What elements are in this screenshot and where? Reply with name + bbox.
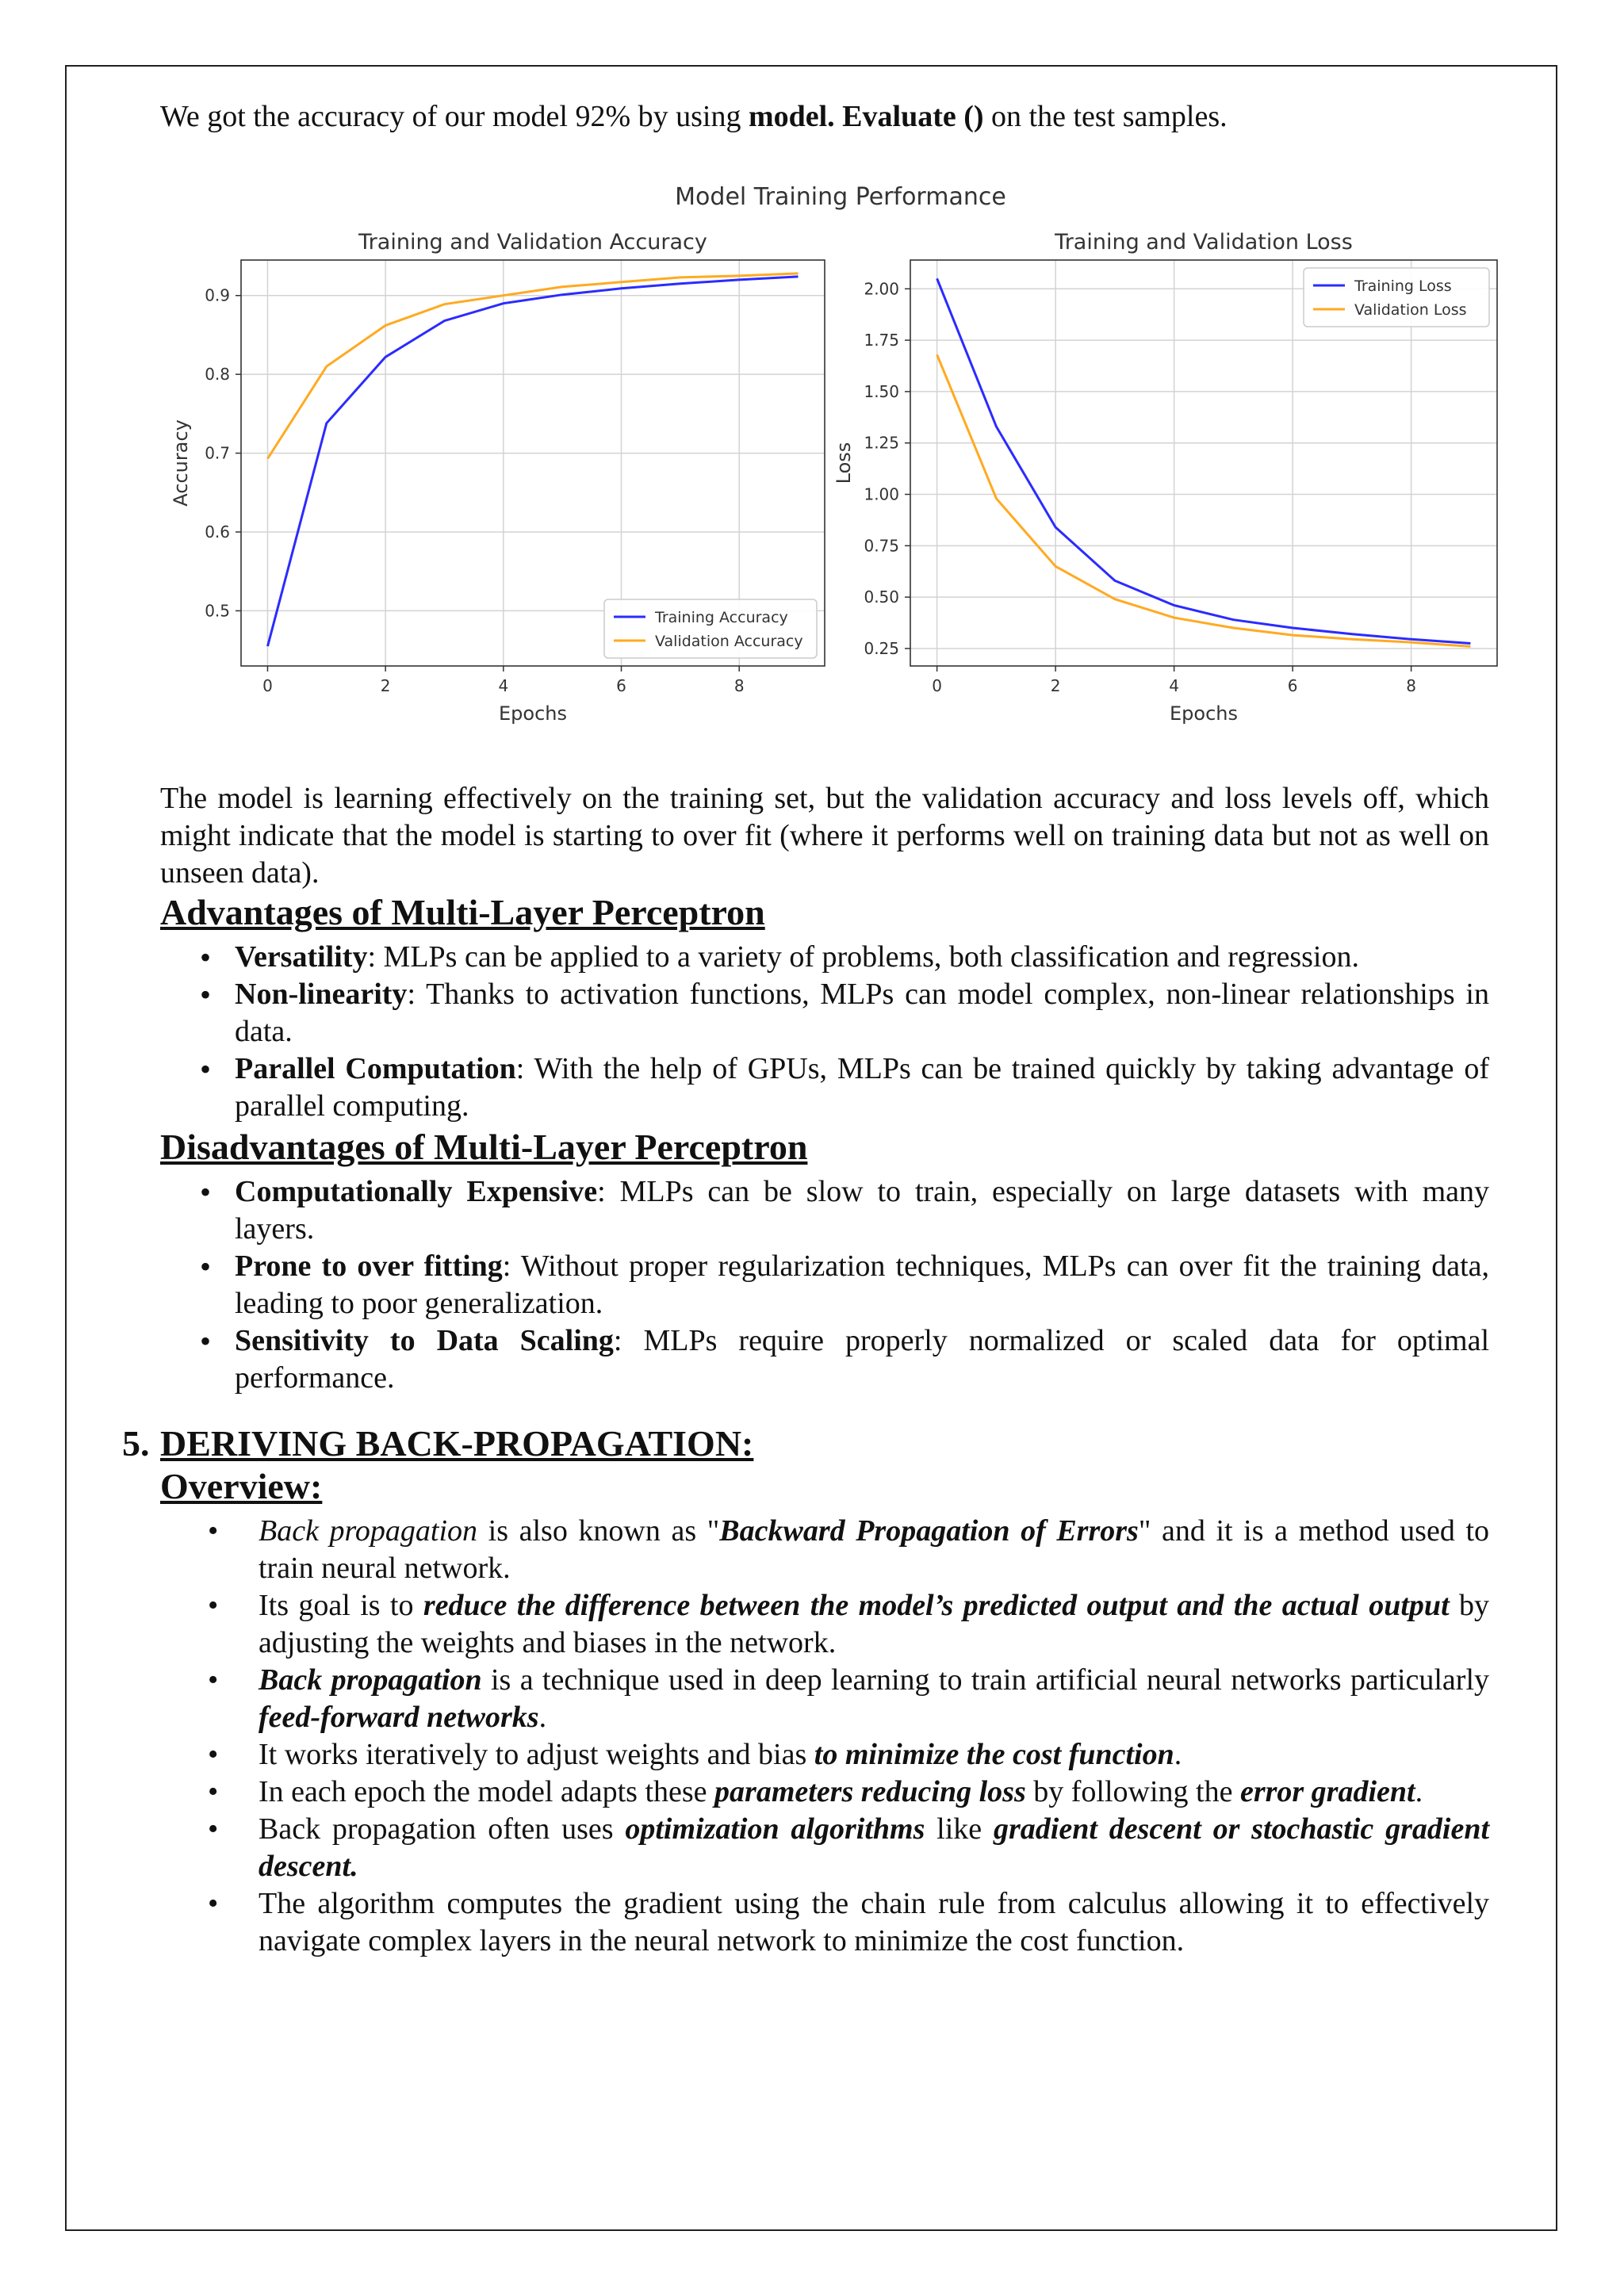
list-item: • Back propagation often uses optimization algorithms like gradient descent or stochastic gradient descent. [208, 1812, 1490, 1883]
x-tick-label: 0 [932, 676, 943, 695]
x-tick-label: 8 [1406, 676, 1416, 695]
x-tick-label: 4 [1169, 676, 1179, 695]
analysis-paragraph: The model is learning effectively on the training set, but the validation accuracy and loss levels off, which might indicate that the model is starting to over fit (where it performs well on training data but not as well on unseen data). [160, 782, 1489, 890]
y-tick-label: 0.5 [205, 601, 230, 621]
disadvantages-heading: Disadvantages of Multi-Layer Perceptron [160, 1127, 808, 1167]
x-tick-label: 6 [616, 676, 626, 695]
section-title: DERIVING BACK-PROPAGATION: [160, 1423, 754, 1464]
list-item: • Back propagation is a technique used in deep learning to train artificial neural networks particularly feed-forward networks. [208, 1663, 1490, 1734]
list-item: • Computationally Expensive: MLPs can be slow to train, especially on large datasets with many layers. [200, 1174, 1490, 1246]
list-item: • Prone to over fitting: Without proper regularization techniques, MLPs can over fit the training data, leading to poor generalization. [200, 1249, 1489, 1320]
list-item: • It works iteratively to adjust weights and bias to minimize the cost function. [208, 1738, 1182, 1771]
advantages-list [197, 939, 1489, 1125]
y-tick-label: 0.25 [864, 638, 899, 658]
section-number: 5. [122, 1423, 150, 1464]
y-tick-label: 1.00 [864, 484, 899, 504]
list-item: • The algorithm computes the gradient using the chain rule from calculus allowing it to effectively navigate complex layers in the neural network to minimize the cost function. [208, 1887, 1489, 1957]
x-tick-label: 0 [262, 676, 273, 695]
series-line-training [937, 278, 1471, 643]
list-item: • Back propagation is also known as "Backward Propagation of Errors" and it is a method used to train neural network. [208, 1514, 1490, 1585]
list-item: • Its goal is to reduce the difference between the model’s predicted output and the actual output by adjusting the weights and biases in the network. [208, 1589, 1490, 1659]
y-tick-label: 1.50 [864, 381, 899, 401]
x-tick-label: 4 [498, 676, 509, 695]
x-axis-label: Epochs [499, 702, 567, 725]
y-tick-label: 1.75 [864, 331, 899, 350]
accuracy-chart [170, 230, 825, 725]
figure-suptitle: Model Training Performance [675, 183, 1006, 211]
advantages-heading: Advantages of Multi-Layer Perceptron [160, 892, 765, 932]
overview-list [208, 1513, 1489, 1960]
chart-title: Training and Validation Loss [1055, 230, 1353, 254]
y-tick-label: 0.7 [205, 443, 230, 463]
y-tick-label: 0.9 [205, 285, 230, 305]
list-item: • Non-linearity: Thanks to activation functions, MLPs can model complex, non-linear relationships in data. [200, 977, 1489, 1048]
y-axis-label: Loss [833, 442, 855, 484]
x-tick-label: 6 [1287, 676, 1298, 695]
x-axis-label: Epochs [1170, 702, 1238, 725]
training-performance-figure [159, 171, 1522, 742]
x-tick-label: 2 [1050, 676, 1061, 695]
x-tick-label: 2 [380, 676, 391, 695]
series-line-validation [937, 354, 1471, 646]
x-tick-label: 8 [733, 676, 745, 695]
figure-svg [159, 171, 1522, 742]
list-item: • Sensitivity to Data Scaling: MLPs require properly normalized or scaled data for optimal performance. [200, 1323, 1489, 1395]
y-tick-label: 2.00 [864, 279, 899, 299]
disadvantages-list [197, 1173, 1489, 1397]
list-item: • Parallel Computation: With the help of GPUs, MLPs can be trained quickly by taking advantage of parallel computing. [200, 1051, 1489, 1123]
y-tick-label: 0.8 [205, 365, 230, 385]
list-item: • Versatility: MLPs can be applied to a variety of problems, both classification and regression. [200, 939, 1359, 975]
y-tick-label: 0.6 [205, 522, 230, 541]
overview-heading: Overview: [160, 1466, 323, 1506]
y-tick-label: 1.25 [864, 433, 899, 453]
series-line-validation [268, 274, 799, 459]
chart-title: Training and Validation Accuracy [358, 230, 707, 254]
loss-chart [833, 230, 1497, 725]
series-line-training [268, 277, 799, 646]
intro-sentence: We got the accuracy of our model 92% by using model. Evaluate () on the test samples. [160, 100, 1228, 133]
legend-label: Validation Loss [1354, 301, 1467, 319]
legend-label: Validation Accuracy [655, 633, 803, 650]
y-axis-label: Accuracy [170, 419, 192, 507]
legend-label: Training Loss [1354, 277, 1452, 295]
y-tick-label: 0.50 [864, 587, 899, 607]
list-item: • In each epoch the model adapts these parameters reducing loss by following the error gradient. [208, 1775, 1423, 1808]
y-tick-label: 0.75 [864, 536, 899, 556]
legend-label: Training Accuracy [655, 609, 788, 626]
